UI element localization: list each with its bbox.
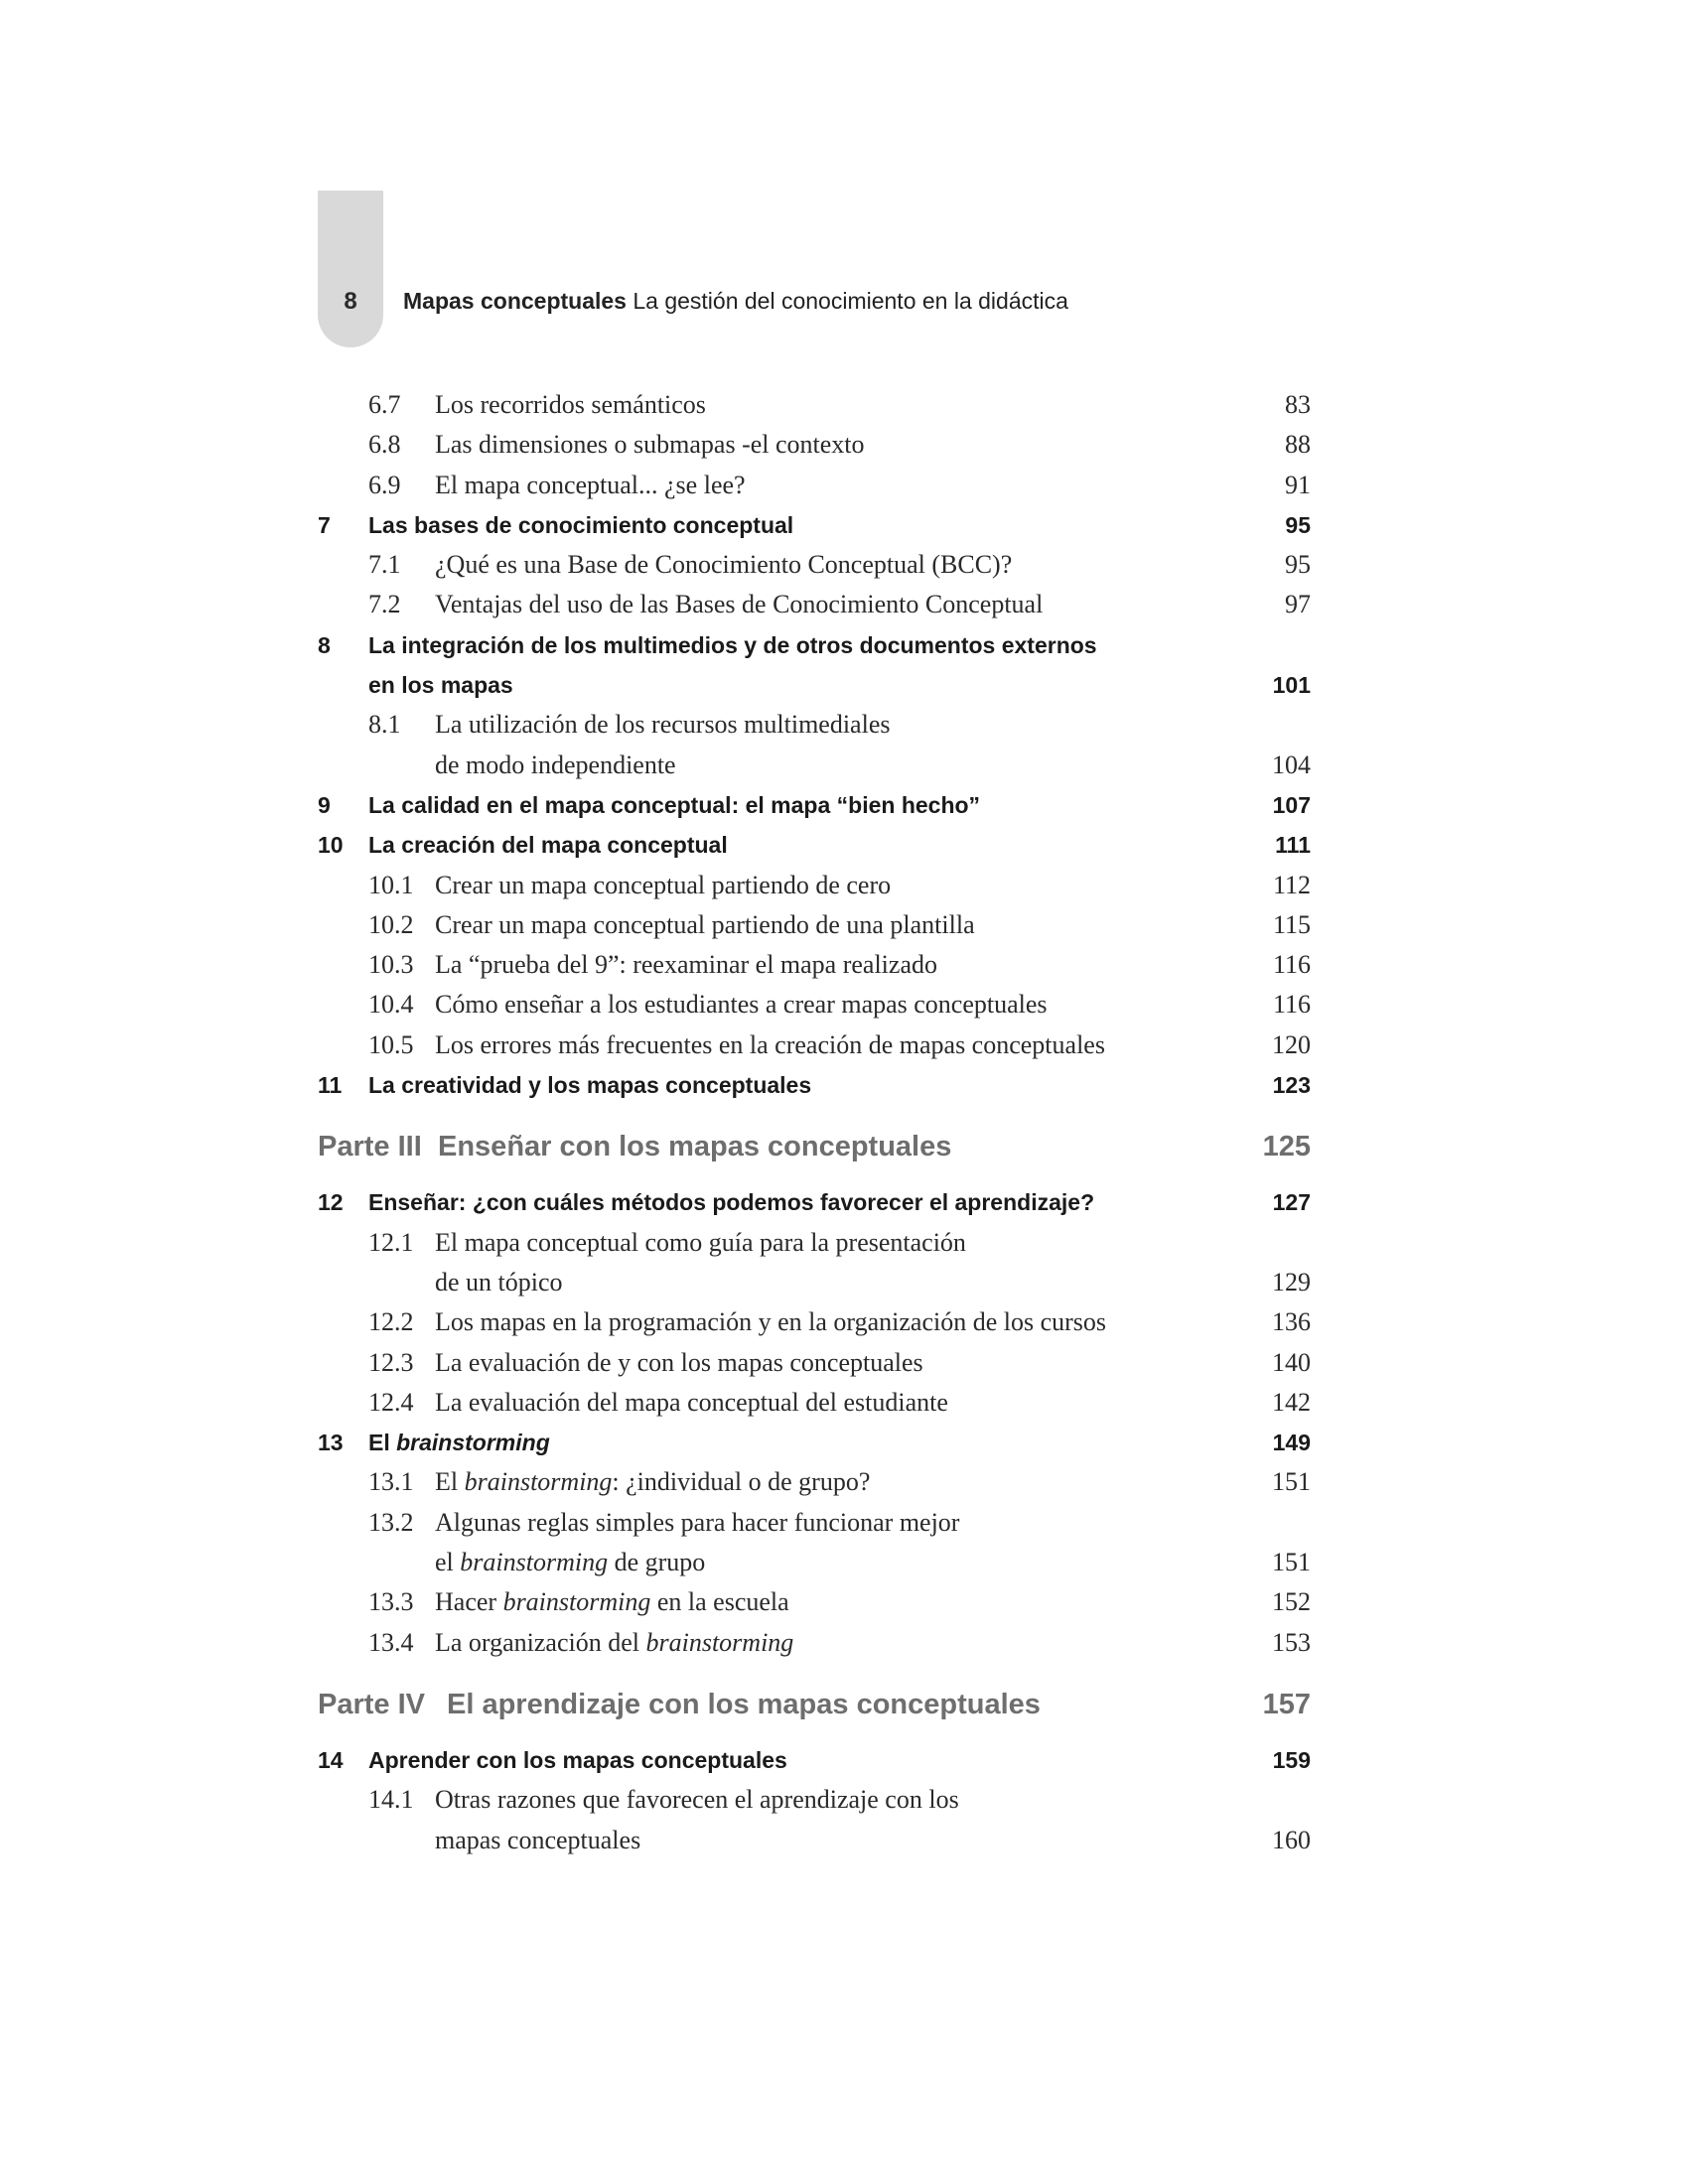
book-title: Mapas conceptuales — [403, 288, 627, 314]
section-number: 10.3 — [368, 950, 414, 980]
section-number: 14.1 — [368, 1785, 414, 1815]
section-number: 12.3 — [368, 1347, 414, 1377]
title-italic-term: brainstorming — [645, 1627, 794, 1657]
chapter-title: La creación del mapa conceptual — [368, 832, 728, 859]
part-title: El aprendizaje con los mapas conceptuales — [447, 1688, 1041, 1720]
table-of-contents — [318, 385, 1311, 1860]
toc-section-row — [318, 1582, 1311, 1622]
section-number: 10.2 — [368, 909, 414, 939]
chapter-title: Aprender con los mapas conceptuales — [368, 1746, 787, 1773]
chapter-number: 14 — [318, 1746, 344, 1773]
title-text: La organización del — [435, 1627, 646, 1657]
page-ref: 153 — [1272, 1627, 1311, 1657]
chapter-number: 9 — [318, 791, 331, 818]
chapter-title: La creatividad y los mapas conceptuales — [368, 1072, 812, 1099]
page-ref: 112 — [1272, 870, 1311, 899]
page-ref: 151 — [1272, 1548, 1311, 1577]
title-text: El — [368, 1430, 397, 1456]
part-title: Enseñar con los mapas conceptuales — [438, 1131, 952, 1163]
title-text: de grupo — [608, 1548, 706, 1577]
page-ref: 111 — [1275, 832, 1311, 859]
toc-section-row — [318, 705, 1311, 745]
section-number: 13.3 — [368, 1587, 414, 1617]
page-ref: 159 — [1272, 1746, 1311, 1773]
section-title: Los mapas en la programación y en la organización de los cursos — [435, 1307, 1107, 1337]
part-label: Parte IV — [318, 1688, 425, 1720]
chapter-number: 10 — [318, 832, 344, 859]
title-italic-term: brainstorming — [460, 1548, 609, 1577]
page-ref: 116 — [1272, 950, 1311, 980]
page-ref: 123 — [1272, 1072, 1311, 1099]
page-ref: 125 — [1262, 1131, 1311, 1163]
chapter-number: 12 — [318, 1189, 344, 1216]
section-title: El mapa conceptual... ¿se lee? — [435, 470, 746, 499]
page-ref: 140 — [1272, 1347, 1311, 1377]
toc-chapter-row — [318, 505, 1311, 545]
section-number: 7.2 — [368, 590, 401, 619]
chapter-number: 13 — [318, 1430, 344, 1456]
section-title: Los recorridos semánticos — [435, 390, 706, 419]
page-number: 8 — [344, 288, 357, 315]
toc-section-row — [318, 1302, 1311, 1342]
toc-section-row — [318, 1383, 1311, 1423]
toc-section-row-continued — [318, 746, 1311, 785]
section-title — [435, 1462, 870, 1502]
toc-chapter-row — [318, 1740, 1311, 1780]
section-number: 12.1 — [368, 1227, 414, 1257]
section-number: 10.1 — [368, 870, 414, 899]
section-title: Las dimensiones o submapas -el contexto — [435, 430, 865, 460]
toc-section-row-continued — [318, 1263, 1311, 1302]
title-text: Hacer — [435, 1587, 503, 1617]
page-ref: 101 — [1272, 672, 1311, 699]
title-text: : ¿individual o de grupo? — [612, 1467, 871, 1497]
toc-section-row — [318, 1343, 1311, 1383]
page-number-tab — [318, 191, 383, 347]
toc-section-row — [318, 466, 1311, 505]
toc-section-row-continued — [318, 1821, 1311, 1860]
section-title: Otras razones que favorecen el aprendizaje con los — [435, 1785, 959, 1815]
page-ref: 115 — [1272, 909, 1311, 939]
section-number: 12.2 — [368, 1307, 414, 1337]
section-number: 10.4 — [368, 990, 414, 1020]
chapter-title-continued: en los mapas — [368, 672, 513, 699]
section-number: 6.8 — [368, 430, 401, 460]
page-ref: 95 — [1285, 511, 1311, 538]
section-number: 6.7 — [368, 390, 401, 419]
toc-section-row — [318, 1780, 1311, 1820]
toc-section-row — [318, 905, 1311, 945]
toc-section-row — [318, 1503, 1311, 1543]
page-ref: 107 — [1272, 791, 1311, 818]
toc-chapter-row — [318, 625, 1311, 665]
title-italic-term: brainstorming — [396, 1430, 550, 1456]
section-title: Cómo enseñar a los estudiantes a crear mapas conceptuales — [435, 990, 1048, 1020]
toc-section-row — [318, 1025, 1311, 1065]
page-ref: 88 — [1285, 430, 1311, 460]
page-ref: 136 — [1272, 1307, 1311, 1337]
section-title-continued: mapas conceptuales — [435, 1825, 641, 1854]
section-title-continued: de modo independiente — [435, 750, 676, 779]
section-title: Algunas reglas simples para hacer funcionar mejor — [435, 1507, 960, 1537]
chapter-title: La calidad en el mapa conceptual: el mapa “bien hecho” — [368, 791, 981, 818]
page-ref: 91 — [1285, 470, 1311, 499]
chapter-number: 11 — [318, 1072, 343, 1099]
toc-section-row — [318, 866, 1311, 905]
page-ref: 116 — [1272, 990, 1311, 1020]
toc-section-row — [318, 545, 1311, 585]
toc-section-row-continued — [318, 1543, 1311, 1582]
section-number: 13.2 — [368, 1507, 414, 1537]
toc-chapter-row — [318, 825, 1311, 865]
section-number: 12.4 — [368, 1387, 414, 1417]
page-ref: 157 — [1262, 1688, 1311, 1720]
section-title: Crear un mapa conceptual partiendo de cero — [435, 870, 892, 899]
toc-section-row — [318, 1223, 1311, 1263]
section-title-continued — [435, 1543, 705, 1582]
section-title: La utilización de los recursos multimediales — [435, 710, 891, 740]
section-title: Los errores más frecuentes en la creación de mapas conceptuales — [435, 1029, 1105, 1059]
section-title: La “prueba del 9”: reexaminar el mapa realizado — [435, 950, 937, 980]
toc-chapter-row — [318, 1065, 1311, 1105]
chapter-title — [368, 1423, 550, 1462]
toc-section-row — [318, 585, 1311, 624]
toc-chapter-row-continued — [318, 665, 1311, 705]
section-title: Crear un mapa conceptual partiendo de una plantilla — [435, 909, 975, 939]
toc-section-row — [318, 1623, 1311, 1663]
toc-section-row — [318, 385, 1311, 425]
section-title — [435, 1582, 789, 1622]
title-italic-term: brainstorming — [464, 1467, 613, 1497]
book-subtitle: La gestión del conocimiento en la didáctica — [626, 288, 1068, 314]
section-title-continued: de un tópico — [435, 1267, 563, 1297]
toc-section-row — [318, 1462, 1311, 1502]
page-ref: 152 — [1272, 1587, 1311, 1617]
section-number: 8.1 — [368, 710, 401, 740]
toc-chapter-row — [318, 785, 1311, 825]
part-label: Parte III — [318, 1131, 422, 1163]
page-ref: 97 — [1285, 590, 1311, 619]
chapter-title: Las bases de conocimiento conceptual — [368, 511, 794, 538]
page-ref: 129 — [1272, 1267, 1311, 1297]
section-title: ¿Qué es una Base de Conocimiento Conceptual (BCC)? — [435, 550, 1013, 580]
section-number: 13.4 — [368, 1627, 414, 1657]
title-text: el — [435, 1548, 461, 1577]
page-ref: 160 — [1272, 1825, 1311, 1854]
page-ref: 149 — [1272, 1430, 1311, 1456]
section-number: 6.9 — [368, 470, 401, 499]
page-ref: 104 — [1272, 750, 1311, 779]
page-ref: 95 — [1285, 550, 1311, 580]
page-ref: 142 — [1272, 1387, 1311, 1417]
running-head — [403, 288, 1068, 315]
section-title — [435, 1623, 793, 1663]
page-ref: 83 — [1285, 390, 1311, 419]
toc-part-heading — [318, 1117, 1311, 1176]
chapter-number: 8 — [318, 631, 331, 658]
chapter-title: La integración de los multimedios y de otros documentos externos — [368, 631, 1097, 658]
toc-chapter-row — [318, 1182, 1311, 1222]
toc-chapter-row — [318, 1423, 1311, 1462]
page-ref: 120 — [1272, 1029, 1311, 1059]
toc-part-heading — [318, 1675, 1311, 1734]
chapter-number: 7 — [318, 511, 331, 538]
toc-section-row — [318, 985, 1311, 1024]
page-ref: 151 — [1272, 1467, 1311, 1497]
chapter-title: Enseñar: ¿con cuáles métodos podemos favorecer el aprendizaje? — [368, 1189, 1095, 1216]
title-italic-term: brainstorming — [502, 1587, 651, 1617]
toc-section-row — [318, 425, 1311, 465]
section-title: El mapa conceptual como guía para la presentación — [435, 1227, 966, 1257]
section-number: 13.1 — [368, 1467, 414, 1497]
section-number: 7.1 — [368, 550, 401, 580]
section-number: 10.5 — [368, 1029, 414, 1059]
section-title: La evaluación del mapa conceptual del estudiante — [435, 1387, 948, 1417]
section-title: La evaluación de y con los mapas conceptuales — [435, 1347, 923, 1377]
page-ref: 127 — [1272, 1189, 1311, 1216]
title-text: en la escuela — [650, 1587, 789, 1617]
toc-section-row — [318, 945, 1311, 985]
section-title: Ventajas del uso de las Bases de Conocimiento Conceptual — [435, 590, 1044, 619]
title-text: El — [435, 1467, 465, 1497]
